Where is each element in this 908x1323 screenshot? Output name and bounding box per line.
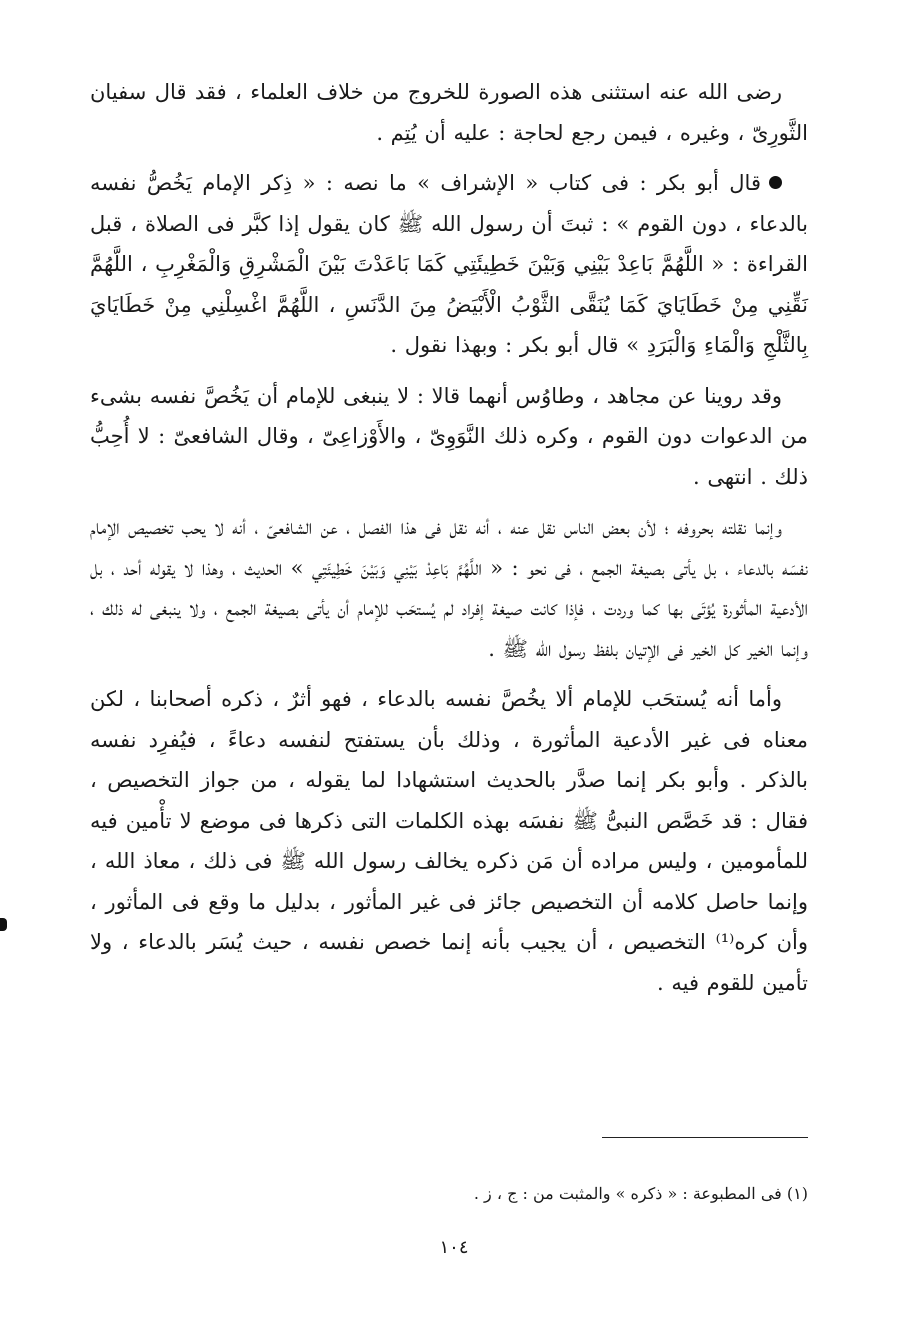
paragraph-4: وإنما نقلته بحروفه ؛ لأن بعض الناس نقل عنه ، أنه نقل فى هذا الفصل ، عن الشافعىّ ، أنه لا يحب تخصيص الإمام نفسَه بالدعاء ، بل يأتى بصيغة الجمع ، فى نحو : « اللَّهُمَّ بَاعِدْ بَيْنِي وَبَيْنَ خَطِيئَتِي » الحديث ، وهذا لا يقوله أحد ، بل الأدعية المأثورة يُؤتَى بها كما وردت ، فإذا كانت صيغة إفراد لم يُستحَب للإمام أن يأتى بصيغة الجمع ، ولا ينبغى له ذلك ، وإنما الخير كل الخير فى الإتيان بلفظ رسول الله ﷺ .	[90, 515, 808, 661]
bullet-icon	[769, 176, 782, 189]
paragraph-5: وأما أنه يُستحَب للإمام ألا يخُصَّ نفسه بالدعاء ، فهو أثرٌ ، ذكره أصحابنا ، لكن معناه فى غير الأدعية المأثورة ، وذلك بأن يستفتح لنفسه دعاءً ، فيُفرِد نفسه بالذكر . وأبو بكر إنما صدَّر بالحديث استشهادا لما يقوله ، من جواز التخصيص ، فقال : قد خَصَّص النبىُّ ﷺ نفسَه بهذه الكلمات التى ذكرها فى موضع لا تأْمين فيه للمأمومين ، وليس مراده أن مَن ذكره يخالف رسول الله ﷺ فى ذلك ، معاذ الله ، وإنما حاصل كلامه أن التخصيص جائز فى غير المأثور ، بدليل ما وقع فى المأثور ، وأن كره⁽¹⁾ التخصيص ، أن يجيب بأنه إنما خصص نفسه ، حيث يُسَر بالدعاء ، ولا تأمين للقوم فيه .	[90, 687, 809, 995]
footnote-divider	[602, 1137, 808, 1138]
footnote: (١) فى المطبوعة : « ذكره » والمثبت من : ج ، ز .	[473, 1184, 808, 1203]
paragraph-3: وقد روينا عن مجاهد ، وطاوُس أنهما قالا : لا ينبغى للإمام أن يَخُصَّ نفسه بشىء من الدعوات دون القوم ، وكره ذلك النَّوَوِىّ ، والأَوْزاعِىّ ، وقال الشافعىّ : لا أُحِبُّ ذلك . انتهى .	[90, 383, 808, 489]
page-number: ١٠٤	[439, 1237, 469, 1258]
paragraph-1: رضى الله عنه استثنى هذه الصورة للخروج من خلاف العلماء ، فقد قال سفيان الثَّورِىّ ، وغيره ، فيمن رجع لحاجة : عليه أن يُتِم .	[90, 80, 808, 145]
paragraph-2	[90, 163, 808, 366]
main-text	[90, 72, 808, 1003]
margin-mark	[0, 918, 7, 931]
paragraph-2-text: قال أبو بكر : فى كتاب « الإشراف » ما نصه : « ذِكر الإمام يَخُصُّ نفسه بالدعاء ، دون القوم » : ثبتَ أن رسول الله ﷺ كان يقول إذا كبَّر فى الصلاة ، قبل القراءة : « اللَّهُمَّ بَاعِدْ بَيْنِي وَبَيْنَ خَطِيئَتِي كَمَا بَاعَدْتَ بَيْنَ الْمَشْرِقِ وَالْمَغْرِبِ ، اللَّهُمَّ نَقِّنِي مِنْ خَطَايَايَ كَمَا يُنَقَّى الثَّوْبُ الْأَبْيَضُ مِنَ الدَّنَسِ ، اللَّهُمَّ اغْسِلْنِي مِنْ خَطَايَايَ بِالثَّلْجِ وَالْمَاءِ وَالْبَرَدِ » قال أبو بكر : وبهذا نقول .	[90, 171, 808, 357]
